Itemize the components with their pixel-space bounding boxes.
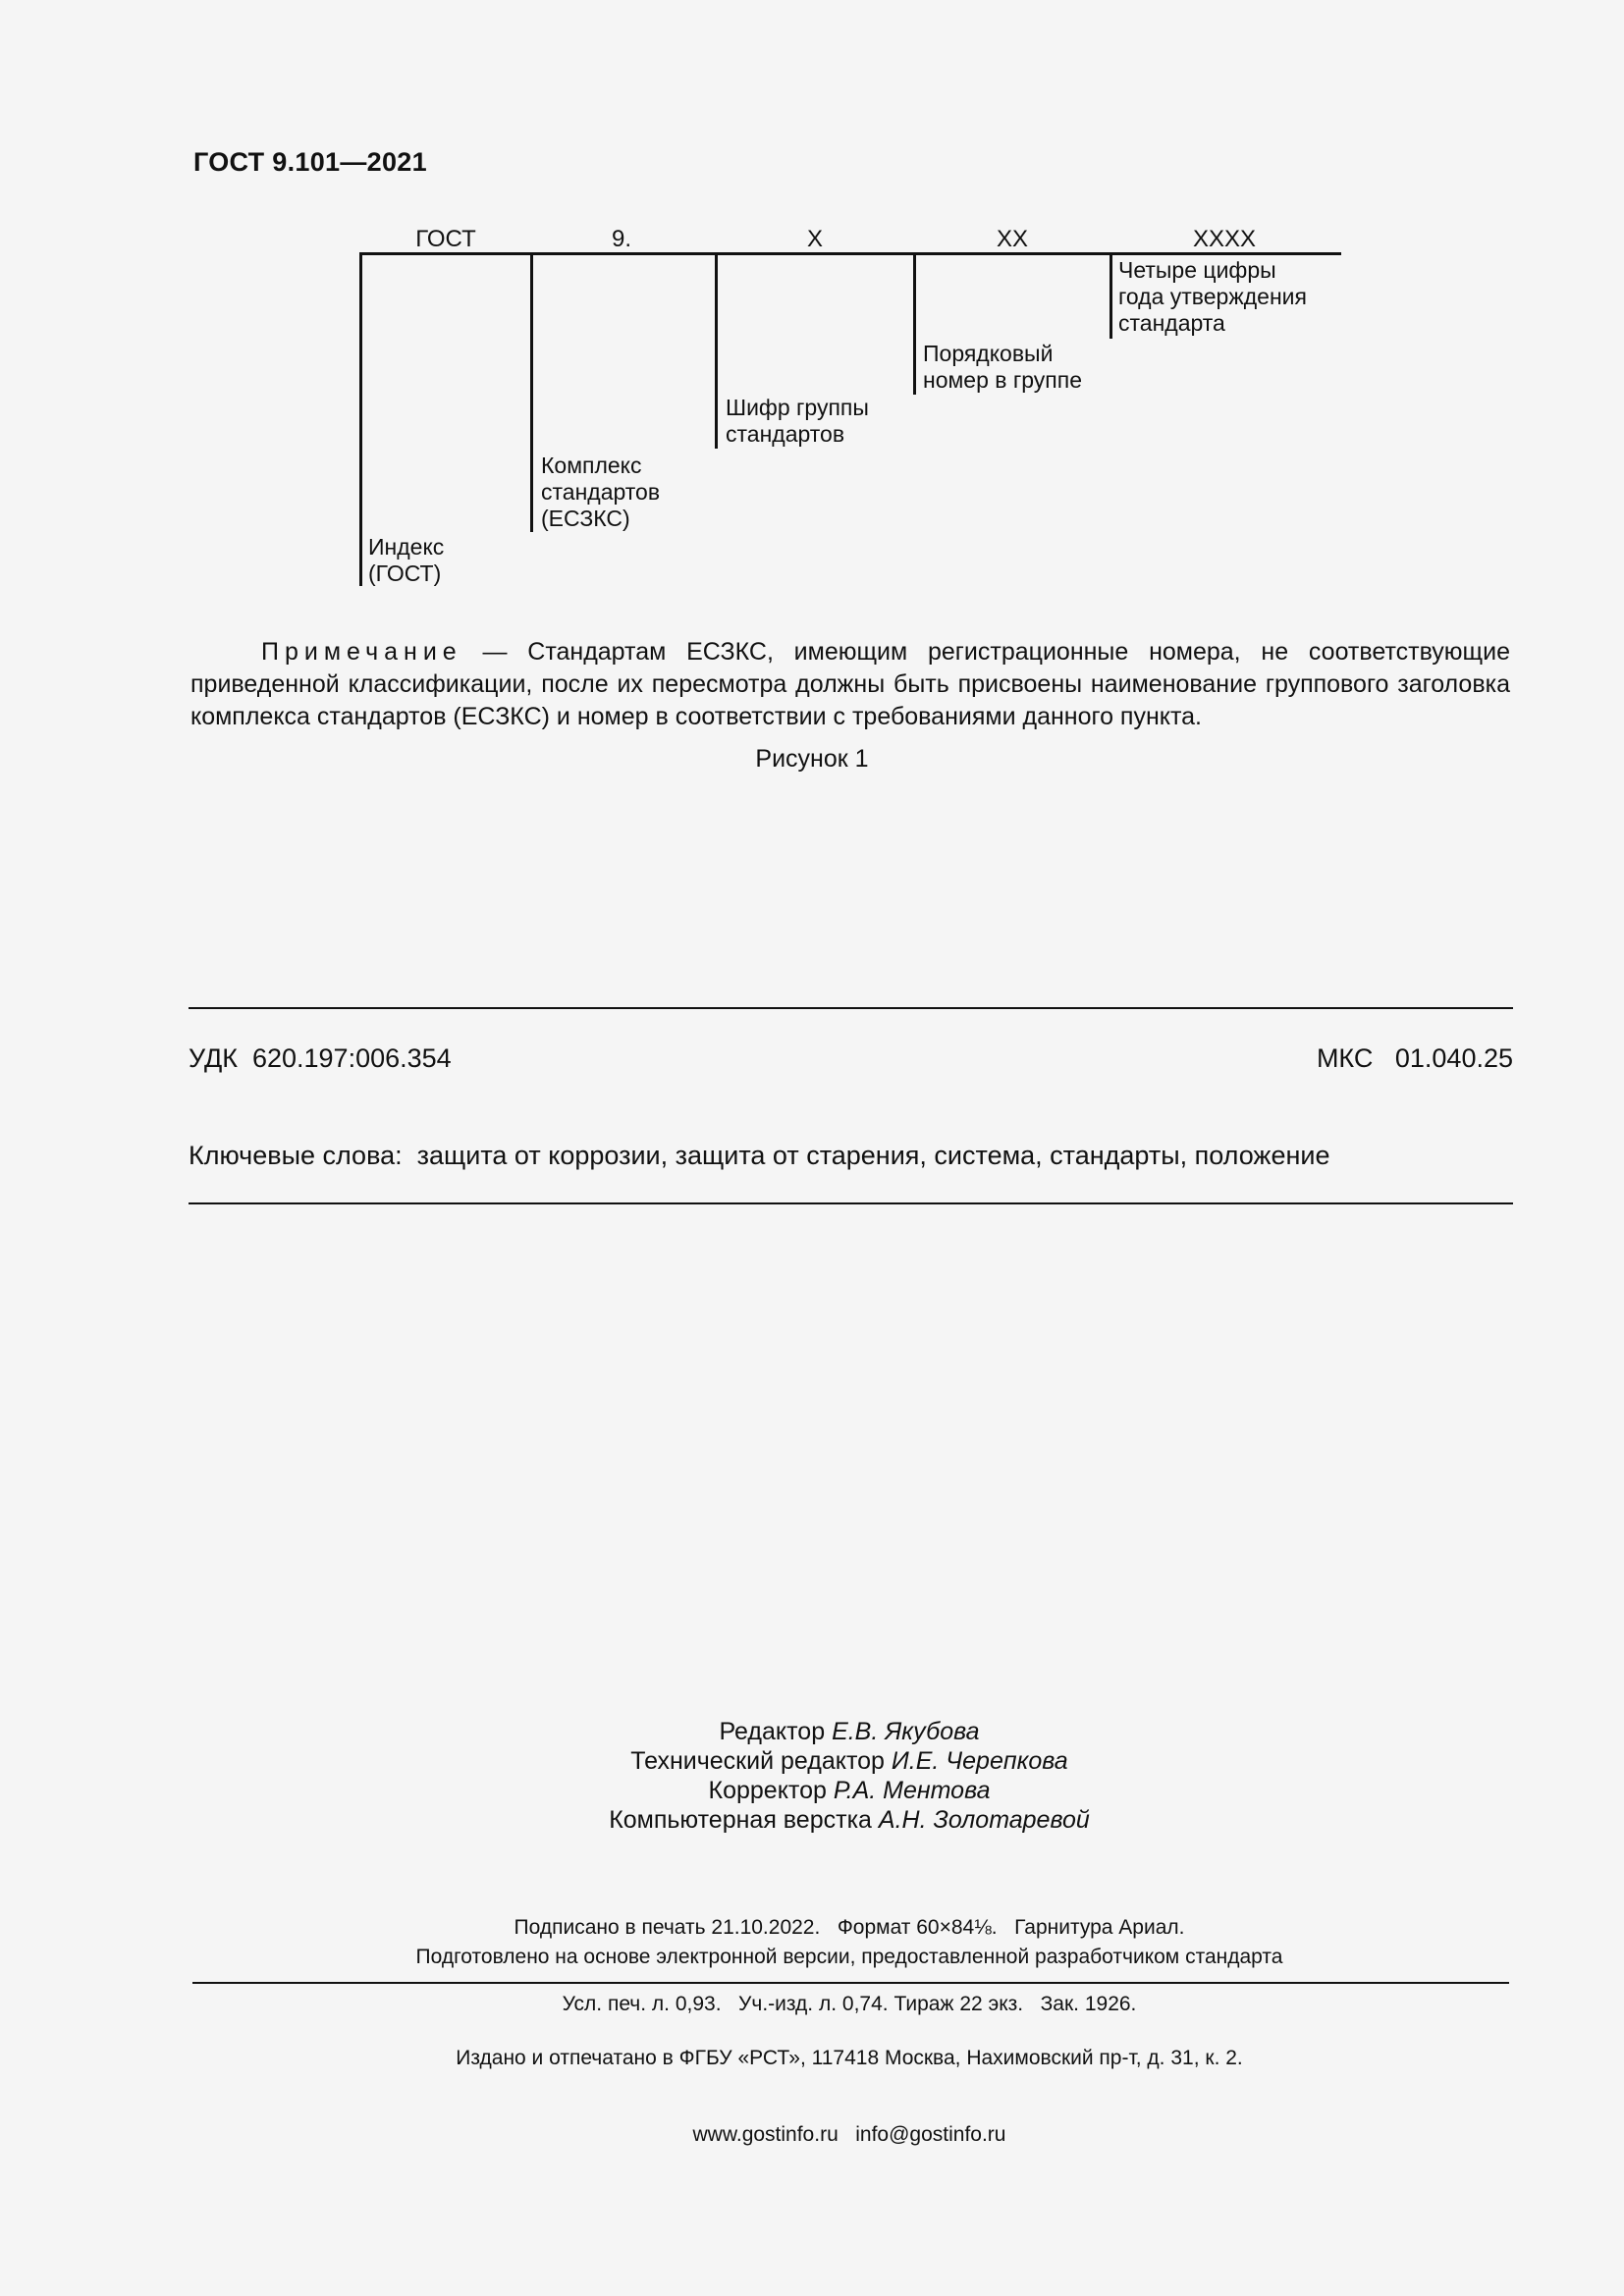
note-text: — Стандартам ЕСЗКС, имеющим регистрационные номера, не соответствующие приведенной классификации, после их пересмотра должны быть присвоены наименование группового заголовка комплекса стандартов (ЕСЗКС) и номер в соответствии с требованиями данного пункта. bbox=[190, 638, 1510, 730]
diagram-stem-2 bbox=[530, 252, 533, 532]
label-index: Индекс (ГОСТ) bbox=[368, 534, 445, 586]
divider-imprint bbox=[192, 1982, 1509, 1984]
diagram-stem-3 bbox=[715, 252, 718, 449]
code-number: XX bbox=[996, 226, 1028, 252]
code-gost: ГОСТ bbox=[415, 226, 476, 252]
diagram-top-line bbox=[360, 252, 1341, 255]
code-complex: 9. bbox=[611, 226, 631, 252]
label-number: Порядковый номер в группе bbox=[923, 341, 1083, 393]
credit-editor: Редактор Е.В. Якубова bbox=[719, 1718, 980, 1745]
page-header: ГОСТ 9.101—2021 bbox=[193, 147, 427, 177]
credit-layout: Компьютерная верстка А.Н. Золотаревой bbox=[609, 1806, 1090, 1834]
divider-top bbox=[189, 1007, 1513, 1009]
credits bbox=[0, 1717, 1624, 1835]
label-year: Четыре цифры года утверждения стандарта bbox=[1118, 257, 1307, 336]
diagram-stem-4 bbox=[913, 252, 916, 395]
prepared-note: Подготовлено на основе электронной версии, предоставленной разработчиком стандарта bbox=[415, 1946, 1283, 1968]
label-group: Шифр группы стандартов bbox=[726, 395, 869, 447]
keywords: Ключевые слова: защита от коррозии, защита от старения, система, стандарты, положение bbox=[189, 1141, 1330, 1170]
figure-caption: Рисунок 1 bbox=[755, 745, 869, 773]
note bbox=[190, 636, 1510, 733]
mks: МКС 01.040.25 bbox=[1316, 1043, 1513, 1073]
diagram-stem-5 bbox=[1110, 252, 1112, 339]
code-group: X bbox=[806, 226, 823, 252]
note-title: Примечание bbox=[261, 638, 462, 666]
label-complex: Комплекс стандартов (ЕСЗКС) bbox=[541, 453, 661, 531]
udk: УДК 620.197:006.354 bbox=[189, 1043, 452, 1073]
credit-tech-editor: Технический редактор И.Е. Черепкова bbox=[630, 1747, 1068, 1775]
diagram-stem-1 bbox=[359, 252, 362, 586]
credit-proofreader: Корректор Р.А. Ментова bbox=[708, 1777, 991, 1804]
print-details: Подписано в печать 21.10.2022. Формат 60×84⅛. Гарнитура Ариал. Усл. печ. л. 0,93. Уч.-изд. л. 0,74. Тираж 22 экз. Зак. 1926. bbox=[514, 1916, 1185, 2015]
code-year: XXXX bbox=[1192, 226, 1257, 252]
publisher-info: Издано и отпечатано в ФГБУ «РСТ», 117418 Москва, Нахимовский пр-т, д. 31, к. 2. www.gostinfo.ru info@gostinfo.ru bbox=[456, 2047, 1243, 2146]
divider-bottom bbox=[189, 1202, 1513, 1204]
